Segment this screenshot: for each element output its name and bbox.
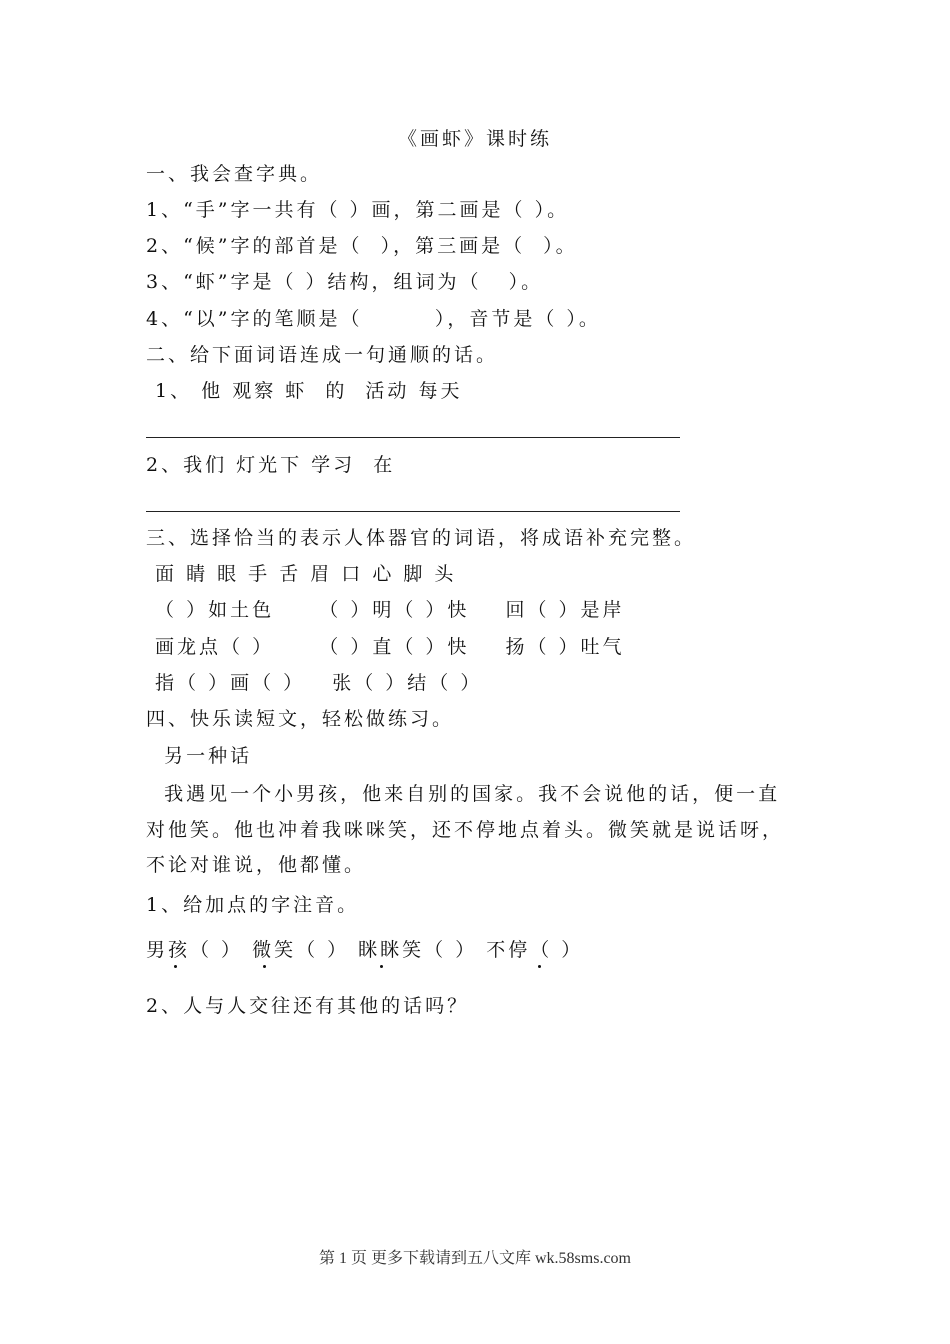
question-1-4: 4、“以”字的笔顺是（ ），音节是（ ）。: [146, 308, 601, 330]
passage-line-1: 我遇见一个小男孩，他来自别的国家。我不会说他的话，便一直: [146, 783, 781, 805]
idiom-row-2: 画龙点（ ） （ ）直（ ）快 扬（ ）吐气: [146, 636, 625, 658]
question-1-1: 1、“手”字一共有（ ）画，第二画是（ ）。: [146, 199, 570, 221]
page-footer: 第 1 页 更多下载请到五八文库 wk.58sms.com: [318, 1250, 631, 1267]
question-4-1: 1、给加点的字注音。: [146, 894, 360, 916]
question-1-2: 2、“候”字的部首是（ ），第三画是（ ）。: [146, 235, 578, 257]
question-4-2: 2、人与人交往还有其他的话吗？: [146, 995, 470, 1017]
idiom-row-1: （ ）如土色 （ ）明（ ）快 回（ ）是岸: [146, 599, 625, 621]
section4-heading: 四、快乐读短文，轻松做练习。: [146, 708, 455, 730]
emphasis-dot: [263, 965, 266, 968]
passage-title: 另一种话: [146, 745, 253, 767]
word-bank: 面 睛 眼 手 舌 眉 口 心 脚 头: [146, 563, 457, 585]
question-2-1: 1、 他 观察 虾 的 活动 每天: [146, 380, 463, 402]
page-title: 《画虾》课时练: [397, 128, 552, 150]
section1-heading: 一、我会查字典。: [146, 163, 323, 185]
section3-heading: 三、选择恰当的表示人体器官的词语，将成语补充完整。: [146, 527, 697, 549]
idiom-row-3: 指（ ）画（ ） 张（ ）结（ ）: [146, 672, 483, 694]
question-1-3: 3、“虾”字是（ ）结构，组词为（ ）。: [146, 271, 544, 293]
passage-line-3: 不论对谁说，他都懂。: [146, 854, 367, 876]
question-2-2: 2、我们 灯光下 学习 在: [146, 454, 396, 476]
section2-heading: 二、给下面词语连成一句通顺的话。: [146, 344, 499, 366]
answer-line-1: [146, 437, 680, 438]
answer-line-2: [146, 511, 680, 512]
pinyin-items: 男孩（ ） 微笑（ ） 眯眯笑（ ） 不停（ ）: [146, 939, 584, 961]
emphasis-dot: [538, 965, 541, 968]
emphasis-dot: [380, 965, 383, 968]
passage-line-2: 对他笑。他也冲着我咪咪笑，还不停地点着头。微笑就是说话呀，: [146, 819, 785, 841]
emphasis-dot: [174, 965, 177, 968]
